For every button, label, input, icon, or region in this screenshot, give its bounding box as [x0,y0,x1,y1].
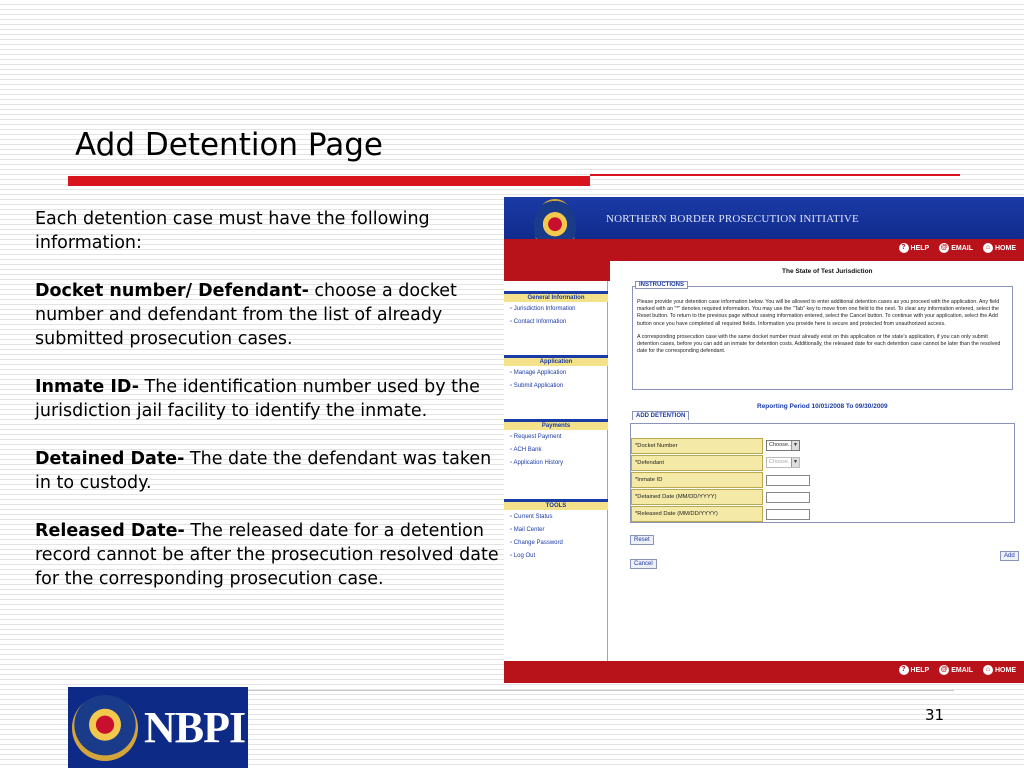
email-icon: @ [940,666,948,673]
sidebar-heading: Application [504,355,608,366]
app-main [612,263,1022,663]
item-desc: The identification number used by the jurisdiction jail facility to identify the inmate. [35,377,480,421]
home-link[interactable] [983,665,1016,675]
instructions-text: Please provide your detention case information below. You will be allowed to enter additional detention cases as you proceed with the application. Any field marked with an "*" denotes required information. You may use the "Tab" key to move from one field to the next. To clear any information entered, select the Reset button. To return to the previous page without saving information entered, select the Cancel button. To continue with your application, select the Add button once you have completed all required fields. Information you provide here is secure and protected from unauthorized access. [637,299,1000,327]
field-label: *Defendant [631,455,763,471]
form-row-defendant [631,455,1016,472]
sidebar-item-change-password[interactable]: ▫ Change Password [510,540,563,546]
sidebar-item-label: Mail Center [513,527,545,533]
slide-title: Add Detention Page [75,127,383,163]
page-number: 31 [925,706,945,724]
select-value: Choose.. [769,442,792,448]
field-label: *Detained Date (MM/DD/YYYY) [631,489,763,505]
item-desc: The released date for a detention record cannot be after the prosecution resolved date for the corresponding prosecution case. [35,521,499,589]
reporting-period: Reporting Period 10/01/2008 To 09/30/2009 [757,403,888,410]
add-detention-form [630,423,1015,523]
field-label: *Released Date (MM/DD/YYYY) [631,506,763,522]
home-icon: ⌂ [983,665,993,675]
field-label: *Docket Number [631,438,763,454]
dropdown-arrow-icon: ▼ [791,458,799,467]
intro-paragraph: Each detention case must have the following information: [35,209,430,253]
sidebar-item-log-out[interactable]: ▫ Log Out [510,553,536,559]
sidebar-item-mail-center[interactable]: ▫ Mail Center [510,527,545,533]
sidebar-item-label: Current Status [513,514,553,520]
help-icon: ? [899,665,909,675]
app-bottom-nav [504,661,1024,683]
form-row-docket [631,438,1016,455]
sidebar-group-application [504,355,608,392]
app-top-nav [504,239,1024,261]
sidebar-item-current-status[interactable]: ▫ Current Status [510,514,553,520]
item-desc: The date the defendant was taken in to custody. [35,449,492,493]
home-icon: ⌂ [983,243,993,253]
item-docket [35,279,500,351]
sidebar-group-payments [504,419,608,469]
footer-divider [248,690,954,691]
instructions-label: INSTRUCTIONS [635,281,688,289]
item-term: Docket number/ Defendant- [35,281,309,301]
sidebar-item-label: Request Payment [513,434,562,440]
help-label: HELP [910,244,930,252]
sidebar-item-request-payment[interactable]: ▫ Request Payment [510,434,562,440]
instructions-text: A corresponding prosecution case with the same docket number must already exist on this application or the state's application, if you can only submit detention cases, before you can add an inmate for detention costs. Additionally, the released date for each detention case cannot be later than the resolved date for the corresponding defendant. [637,333,1001,355]
sidebar-item-label: Contact Information [513,319,567,325]
item-term: Inmate ID- [35,377,139,397]
app-banner-title: NORTHERN BORDER PROSECUTION INITIATIVE [606,213,859,225]
title-underline-thick [68,176,590,186]
sidebar-item-manage-application[interactable]: ▫ Manage Application [510,370,567,376]
detained-date-input[interactable] [766,492,810,503]
item-released-date [35,519,500,591]
home-label: HOME [995,666,1016,674]
item-detained-date [35,447,500,495]
sidebar-item-submit-application[interactable]: ▫ Submit Application [510,383,564,389]
docket-number-select[interactable] [766,440,800,451]
email-label: EMAIL [951,244,973,252]
email-link[interactable] [939,243,973,253]
form-row-inmate-id [631,472,1016,489]
sidebar-item-application-history[interactable]: ▫ Application History [510,460,564,466]
add-detention-label: ADD DETENTION [632,411,689,420]
sidebar-item-label: Change Password [513,540,563,546]
nbpi-logo [68,687,248,768]
sidebar-item-label: Log Out [513,553,536,559]
sidebar-item-label: Application History [513,460,564,466]
title-underline-thin [590,174,960,176]
dropdown-arrow-icon: ▼ [791,441,799,450]
reset-button[interactable]: Reset [630,535,654,545]
form-row-detained-date [631,489,1016,506]
email-link[interactable] [939,665,973,675]
sidebar-heading: Payments [504,419,608,430]
defendant-select[interactable] [766,457,800,468]
released-date-input[interactable] [766,509,810,520]
field-label: *Inmate ID [631,472,763,488]
cancel-button[interactable]: Cancel [630,559,657,569]
sidebar-item-label: ACH Bank [513,447,542,453]
sidebar-item-jurisdiction[interactable]: ▫ Jurisdiction Information [510,306,576,312]
inmate-id-input[interactable] [766,475,810,486]
app-screenshot [504,197,1024,683]
slide-body [35,207,500,615]
help-link[interactable] [899,243,930,253]
app-sidebar-top-bar [504,261,610,281]
sidebar-heading: General Information [504,291,608,302]
instructions-box [632,282,1013,390]
app-sidebar [504,281,608,661]
item-inmate-id [35,375,500,423]
sidebar-item-label: Submit Application [513,383,564,389]
sidebar-item-label: Jurisdiction Information [513,306,576,312]
doj-seal-icon [72,695,138,761]
item-desc: choose a docket number and defendant from the list of already submitted prosecution cases. [35,281,457,349]
sidebar-heading: TOOLS [504,499,608,510]
home-label: HOME [995,244,1016,252]
logo-text: NBPI [144,703,246,752]
sidebar-item-contact[interactable]: ▫ Contact Information [510,319,567,325]
home-link[interactable] [983,243,1016,253]
sidebar-group-general [504,291,608,328]
sidebar-item-label: Manage Application [513,370,567,376]
help-icon: ? [899,243,909,253]
select-value: Choose.. [769,459,792,465]
help-label: HELP [910,666,930,674]
sidebar-group-tools [504,499,608,562]
item-term: Released Date- [35,521,185,541]
jurisdiction-title: The State of Test Jurisdiction [782,268,873,275]
form-row-released-date [631,506,1016,523]
help-link[interactable] [899,665,930,675]
add-button[interactable]: Add [1000,551,1019,561]
email-label: EMAIL [951,666,973,674]
email-icon: @ [940,244,948,251]
sidebar-item-ach-bank[interactable]: ▫ ACH Bank [510,447,542,453]
item-term: Detained Date- [35,449,185,469]
